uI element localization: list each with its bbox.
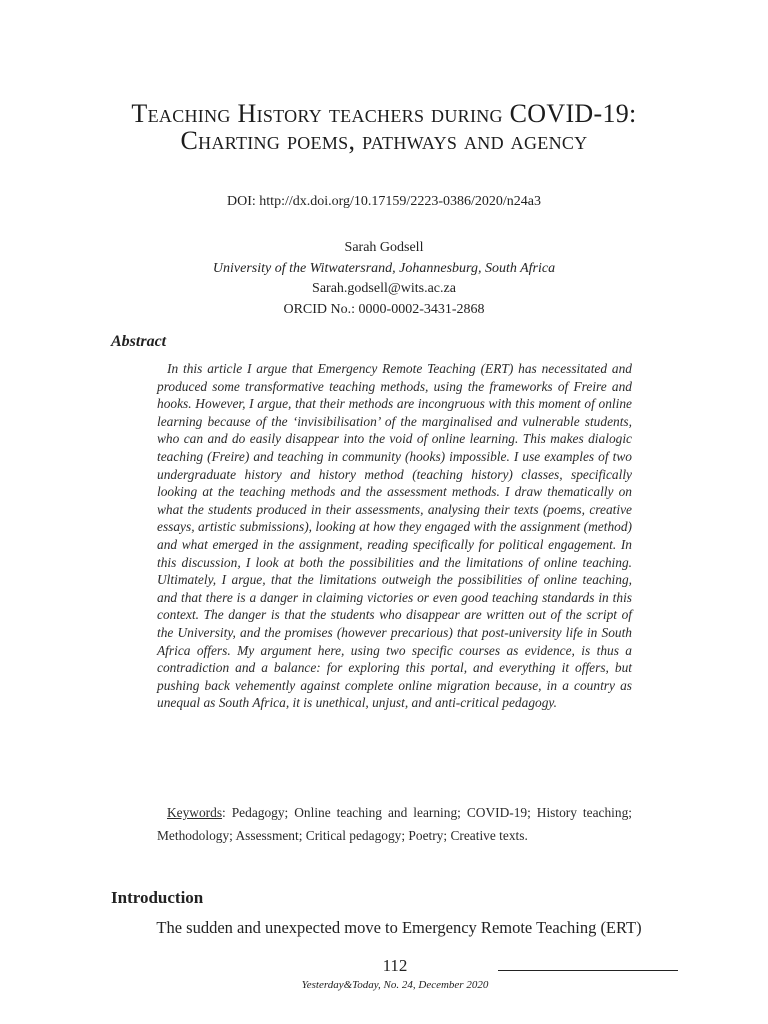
- abstract-heading: Abstract: [111, 333, 167, 350]
- article-title: Teaching History teachers during COVID-19: Charting poems, pathways and agency: [131, 99, 637, 155]
- footer-rule: [498, 970, 678, 971]
- author-affiliation: University of the Witwatersrand, Johannesburg, South Africa: [212, 260, 556, 276]
- author-name: Sarah Godsell: [344, 240, 424, 255]
- page-number: 112: [382, 956, 408, 975]
- introduction-first-line: The sudden and unexpected move to Emergency Remote Teaching (ERT): [156, 918, 642, 937]
- keywords-paragraph: [157, 802, 632, 847]
- introduction-heading: Introduction: [111, 888, 204, 907]
- abstract-text: In this article I argue that Emergency Remote Teaching (ERT) has necessitated and produced some transformative teaching methods, using the frameworks of Freire and hooks. However, I argue, that their methods are incongruous with this moment of online learning because of the ‘invisibilisation’ of the marginalised and vulnerable students, who can and do easily disappear into the void of online learning. This makes dialogic teaching (Freire) and teaching in community (hooks) impossible. I use examples of two undergraduate history and history method (teaching history) classes, specifically looking at the teaching methods and the assessment methods. I draw thematically on what the students produced in their assessments, analysing their texts (poems, creative essays, artistic submissions), looking at how they engaged with the assignment (method) and what emerged in the assignment, reading specifically for political engagement. In this discussion, I look at both the possibilities and the limitations of online teaching. Ultimately, I argue, that the limitations outweigh the possibilities of online teaching, and that there is a danger in claiming victories or even good teaching standards in this context. The danger is that the students who disappear are written out of the script of the University, and the promises (however precarious) that post-university life in South Africa offers. My argument here, using two specific courses as evidence, is thus a contradiction and a balance: for exploring this portal, and everything it offers, but pushing back vehemently against complete online migration because, in a country as unequal as South Africa, it is unethical, unjust, and anti-critical pedagogy.: [157, 361, 632, 711]
- author-block: [0, 238, 768, 320]
- author-email[interactable]: Sarah.godsell@wits.ac.za: [312, 281, 456, 296]
- author-orcid: ORCID No.: 0000-0002-3431-2868: [283, 301, 485, 317]
- keywords-label: Keywords: [167, 805, 223, 820]
- doi-link[interactable]: DOI: http://dx.doi.org/10.17159/2223-0386/2020/n24a3: [227, 194, 541, 209]
- journal-footer: Yesterday&Today, No. 24, December 2020: [301, 979, 489, 991]
- keywords-list: : Pedagogy; Online teaching and learning; COVID-19; History teaching; Methodology; Assessment; Critical pedagogy; Poetry; Creative texts.: [157, 805, 632, 843]
